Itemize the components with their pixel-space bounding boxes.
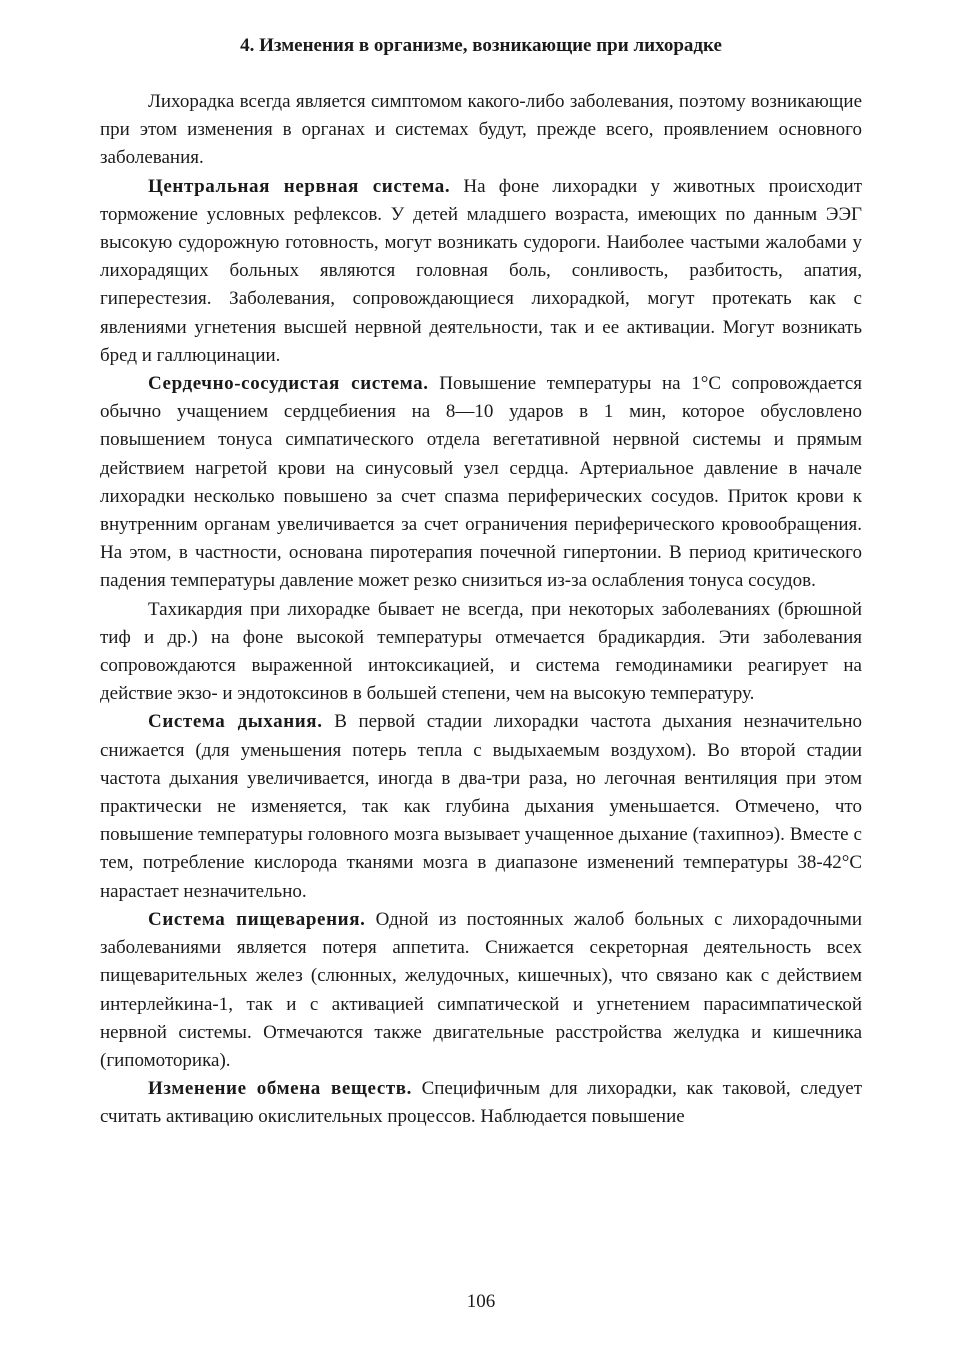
paragraph-text: На фоне лихорадки у животных происходит торможение условных рефлексов. У детей младшего возраста, имеющих по данным ЭЭГ высокую судорожную готовность, могут возникать судороги. Наиболее частыми жалобами у лихорадящих больных являются головная боль, сонливость, разбитость, апатия, гиперестезия. Заболевания, сопровождающиеся лихорадкой, могут протекать как с явлениями угнетения высшей нервной деятельности, так и ее активации. Могут возникать бред и галлюцинации. — [100, 175, 862, 366]
page-number: 106 — [466, 1291, 496, 1312]
paragraph-term: Центральная нервная система. — [148, 175, 451, 197]
paragraph-term: Система пищеварения. — [148, 908, 366, 930]
paragraph-tachycardia — [100, 596, 862, 709]
paragraph-term: Система дыхания. — [148, 711, 323, 733]
paragraph-text: В первой стадии лихорадки частота дыхания незначительно снижается (для уменьшения потерь тепла с выдыхаемым воздухом). Во второй стадии частота дыхания увеличивается, иногда в два-три раза, но легочная вентиляция при этом практически не изменяется, так как глубина дыхания уменьшается. Отмечено, что повышение температуры головного мозга вызывает учащенное дыхание (тахипноэ). Вместе с тем, потребление кислорода тканями мозга в диапазоне изменений температуры 38-42°С нарастает незначительно. — [100, 711, 862, 902]
paragraph-text: Тахикардия при лихорадке бывает не всегда, при некоторых заболеваниях (брюшной тиф и др.) на фоне высокой температуры отмечается брадикардия. Эти заболевания сопровождаются выраженной интоксикацией, и система гемодинамики реагирует на действие экзо- и эндотоксинов в большей степени, чем на высокую температуру. — [100, 598, 862, 705]
paragraph-metabolism — [100, 1075, 862, 1131]
section-heading: 4. Изменения в организме, возникающие при лихорадке — [240, 35, 722, 56]
paragraph-respiratory — [100, 708, 862, 905]
paragraph-text: Повышение температуры на 1°С сопровождается обычно учащением сердцебиения на 8—10 ударов в 1 мин, которое обусловлено повышением тонуса симпатического отдела вегетативной нервной системы и прямым действием нагретой крови на синусовый узел сердца. Артериальное давление в начале лихорадки несколько повышено за счет спазма периферических сосудов. Приток крови к внутренним органам увеличивается за счет ограничения периферического кровообращения. На этом, в частности, основана пиротерапия почечной гипертонии. В период критического падения температуры давление может резко снизиться из-за ослабления тонуса сосудов. — [100, 373, 863, 592]
paragraph-cns — [100, 173, 862, 370]
document-page — [100, 0, 862, 1350]
paragraph-intro — [100, 88, 862, 173]
section-body — [100, 88, 862, 1132]
paragraph-text: Специфичным для лихорадки, как таковой, следует считать активацию окислительных процессов. Наблюдается повышение — [100, 1078, 862, 1128]
paragraph-cardiovascular — [100, 370, 862, 596]
paragraph-digestive — [100, 906, 862, 1075]
paragraph-term: Сердечно-сосудистая система. — [148, 373, 429, 395]
paragraph-text: Лихорадка всегда является симптомом какого-либо заболевания, поэтому возникающие при этом изменения в органах и системах будут, прежде всего, проявлением основного заболевания. — [100, 91, 862, 169]
paragraph-term: Изменение обмена веществ. — [148, 1078, 413, 1100]
paragraph-text: Одной из постоянных жалоб больных с лихорадочными заболеваниями является потеря аппетита. Снижается секреторная деятельность всех пищеварительных желез (слюнных, желудочных, кишечных), что связано как с действием интерлейкина-1, так и с активацией симпатической и угнетением парасимпатической нервной системы. Отмечаются также двигательные расстройства желудка и кишечника (гипомоторика). — [100, 908, 862, 1071]
